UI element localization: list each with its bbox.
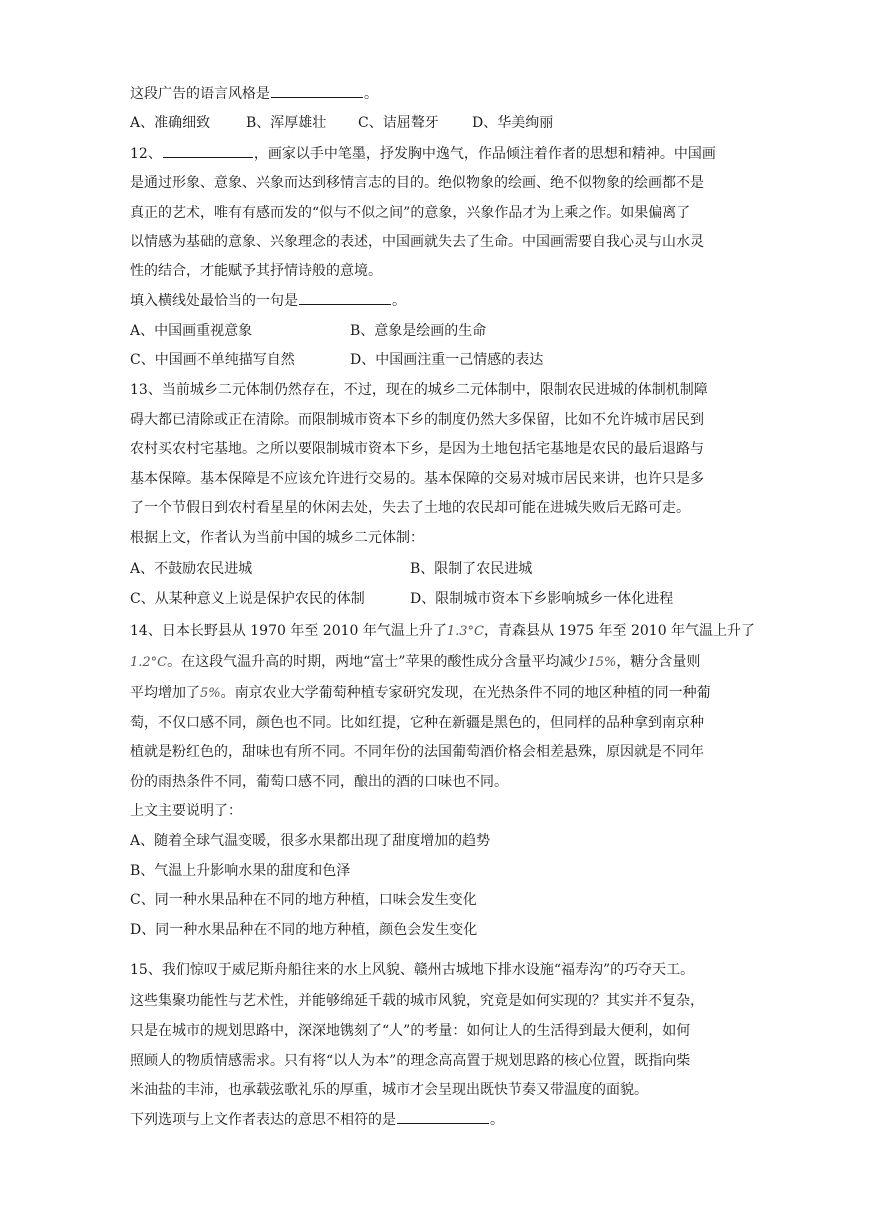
q14-text-1a: 14、日本长野县从 1970 年至 2010 年气温上升了 bbox=[130, 623, 447, 639]
q14-line-1 bbox=[130, 616, 770, 646]
q12-option-a[interactable]: A、中国画重视意象 bbox=[130, 323, 253, 339]
q14-option-c[interactable]: C、同一种水果品种在不同的地方种植，口味会发生变化 bbox=[130, 892, 477, 908]
q13-line-1: 13、当前城乡二元体制仍然存在，不过，现在的城乡二元体制中，限制农民进城的体制机制障 bbox=[130, 382, 708, 398]
q14-text-2a: 。在这段气温升高的时期，两地“富士”苹果的酸性成分含量平均减少 bbox=[167, 654, 588, 670]
q14-math-1: 1.3°C bbox=[446, 624, 484, 639]
q13-option-c[interactable]: C、从某种意义上说是保护农民的体制 bbox=[130, 591, 365, 607]
q12-options-row-1 bbox=[130, 316, 770, 346]
q15-line-1: 15、我们惊叹于威尼斯舟船往来的水上风貌、赣州古城地下排水设施“福寿沟”的巧夺天工。 bbox=[130, 962, 695, 978]
q13-line-2: 碍大都已清除或正在清除。而限制城市资本下乡的制度仍然大多保留，比如不允许城市居民到 bbox=[130, 412, 704, 428]
q15-line-2: 这些集聚功能性与艺术性，并能够绵延千载的城市风貌，究竟是如何实现的？其实并不复杂， bbox=[130, 993, 704, 1009]
q12-options-row-2 bbox=[130, 345, 770, 375]
q15-line-5: 米油盐的丰沛，也承载弦歌礼乐的厚重，城市才会呈现出既快节奏又带温度的面貌。 bbox=[130, 1082, 648, 1098]
q14-line-4: 萄，不仅口感不同，颜色也不同。比如红提，它种在新疆是黑色的，但同样的品种拿到南京种 bbox=[130, 715, 704, 731]
q13-line-4: 基本保障。基本保障是不应该允许进行交易的。基本保障的交易对城市居民来讲，也许只是多 bbox=[130, 471, 704, 487]
answer-blank[interactable] bbox=[271, 81, 363, 98]
q14-line-5: 植就是粉红色的，甜味也有所不同。不同年份的法国葡萄酒价格会相差悬殊，原因就是不同年 bbox=[130, 744, 704, 760]
answer-blank[interactable] bbox=[299, 288, 391, 305]
q13-option-d[interactable]: D、限制城市资本下乡影响城乡一体化进程 bbox=[410, 591, 674, 607]
q11-end: 。 bbox=[364, 86, 378, 102]
q14-text-2b: ，糖分含量则 bbox=[616, 654, 701, 670]
q12-end: 。 bbox=[392, 293, 406, 309]
q13-line-5: 了一个节假日到农村看星星的休闲去处，失去了土地的农民却可能在进城失败后无路可走。 bbox=[130, 500, 690, 516]
q13-option-a[interactable]: A、不鼓励农民进城 bbox=[130, 561, 253, 577]
q12-text-1: ，画家以手中笔墨，抒发胸中逸气，作品倾注着作者的思想和精神。中国画 bbox=[253, 146, 716, 162]
q11-option-d[interactable]: D、华美绚丽 bbox=[472, 115, 554, 131]
q11-option-c[interactable]: C、诘屈聱牙 bbox=[358, 115, 439, 131]
q11-options bbox=[130, 108, 770, 138]
q15-prompt: 下列选项与上文作者表达的意思不相符的是 bbox=[130, 1112, 396, 1128]
q13-prompt: 根据上文，作者认为当前中国的城乡二元体制： bbox=[130, 530, 424, 546]
q15-prompt-line bbox=[130, 1105, 770, 1135]
q12-option-d[interactable]: D、中国画注重一己情感的表达 bbox=[350, 352, 544, 368]
q12-option-c[interactable]: C、中国画不单纯描写自然 bbox=[130, 352, 295, 368]
q12-line-2: 是通过形象、意象、兴象而达到移情言志的目的。绝似物象的绘画、绝不似物象的绘画都不是 bbox=[130, 175, 704, 191]
q14-math-2: 1.2°C bbox=[130, 655, 168, 670]
q12-line-4: 以情感为基础的意象、兴象理念的表述，中国画就失去了生命。中国画需要自我心灵与山水灵 bbox=[130, 234, 704, 250]
q12-prompt-line bbox=[130, 286, 770, 316]
q11-option-b[interactable]: B、浑厚雄壮 bbox=[246, 115, 327, 131]
q14-line-2 bbox=[130, 647, 770, 677]
q14-prompt: 上文主要说明了： bbox=[130, 803, 242, 819]
q15-line-3: 只是在城市的规划思路中，深深地镌刻了“人”的考量：如何让人的生活得到最大便利，如何 bbox=[130, 1023, 691, 1039]
q14-text-3a: 平均增加了 bbox=[130, 685, 200, 701]
q14-line-3 bbox=[130, 678, 770, 708]
q14-text-1b: ，青森县从 1975 年至 2010 年气温上升了 bbox=[484, 623, 756, 639]
q14-math-4: 5% bbox=[200, 686, 221, 701]
q14-option-d[interactable]: D、同一种水果品种在不同的地方种植，颜色会发生变化 bbox=[130, 922, 478, 938]
q11-stem-line bbox=[130, 79, 770, 109]
q12-number: 12、 bbox=[130, 146, 162, 162]
q14-option-b[interactable]: B、气温上升影响水果的甜度和色泽 bbox=[130, 863, 351, 879]
q13-line-3: 农村买农村宅基地。之所以要限制城市资本下乡，是因为土地包括宅基地是农民的最后退路与 bbox=[130, 441, 704, 457]
q12-line-1 bbox=[130, 139, 770, 169]
q12-blank[interactable] bbox=[163, 141, 253, 158]
q14-text-3b: 。南京农业大学葡萄种植专家研究发现，在光热条件不同的地区种植的同一种葡 bbox=[220, 685, 711, 701]
q12-option-b[interactable]: B、意象是绘画的生命 bbox=[350, 323, 487, 339]
q12-line-3: 真正的艺术，唯有有感而发的“似与不似之间”的意象，兴象作品才为上乘之作。如果偏离了 bbox=[130, 205, 691, 221]
q13-option-b[interactable]: B、限制了农民进城 bbox=[410, 561, 533, 577]
q13-options-row-2 bbox=[130, 584, 770, 614]
q12-prompt: 填入横线处最恰当的一句是 bbox=[130, 293, 298, 309]
q11-option-a[interactable]: A、准确细致 bbox=[130, 115, 211, 131]
answer-blank[interactable] bbox=[397, 1107, 489, 1124]
q15-end: 。 bbox=[490, 1112, 504, 1128]
q14-line-6: 份的雨热条件不同，葡萄口感不同，酿出的酒的口味也不同。 bbox=[130, 774, 508, 790]
q13-options-row-1 bbox=[130, 554, 770, 584]
q14-option-a[interactable]: A、随着全球气温变暖，很多水果都出现了甜度增加的趋势 bbox=[130, 833, 491, 849]
q14-math-3: 15% bbox=[587, 655, 617, 670]
q15-line-4: 照顾人的物质情感需求。只有将“以人为本”的理念高高置于规划思路的核心位置，既指向柴 bbox=[130, 1053, 691, 1069]
q11-stem: 这段广告的语言风格是 bbox=[130, 86, 270, 102]
q12-line-5: 性的结合，才能赋予其抒情诗般的意境。 bbox=[130, 263, 382, 279]
